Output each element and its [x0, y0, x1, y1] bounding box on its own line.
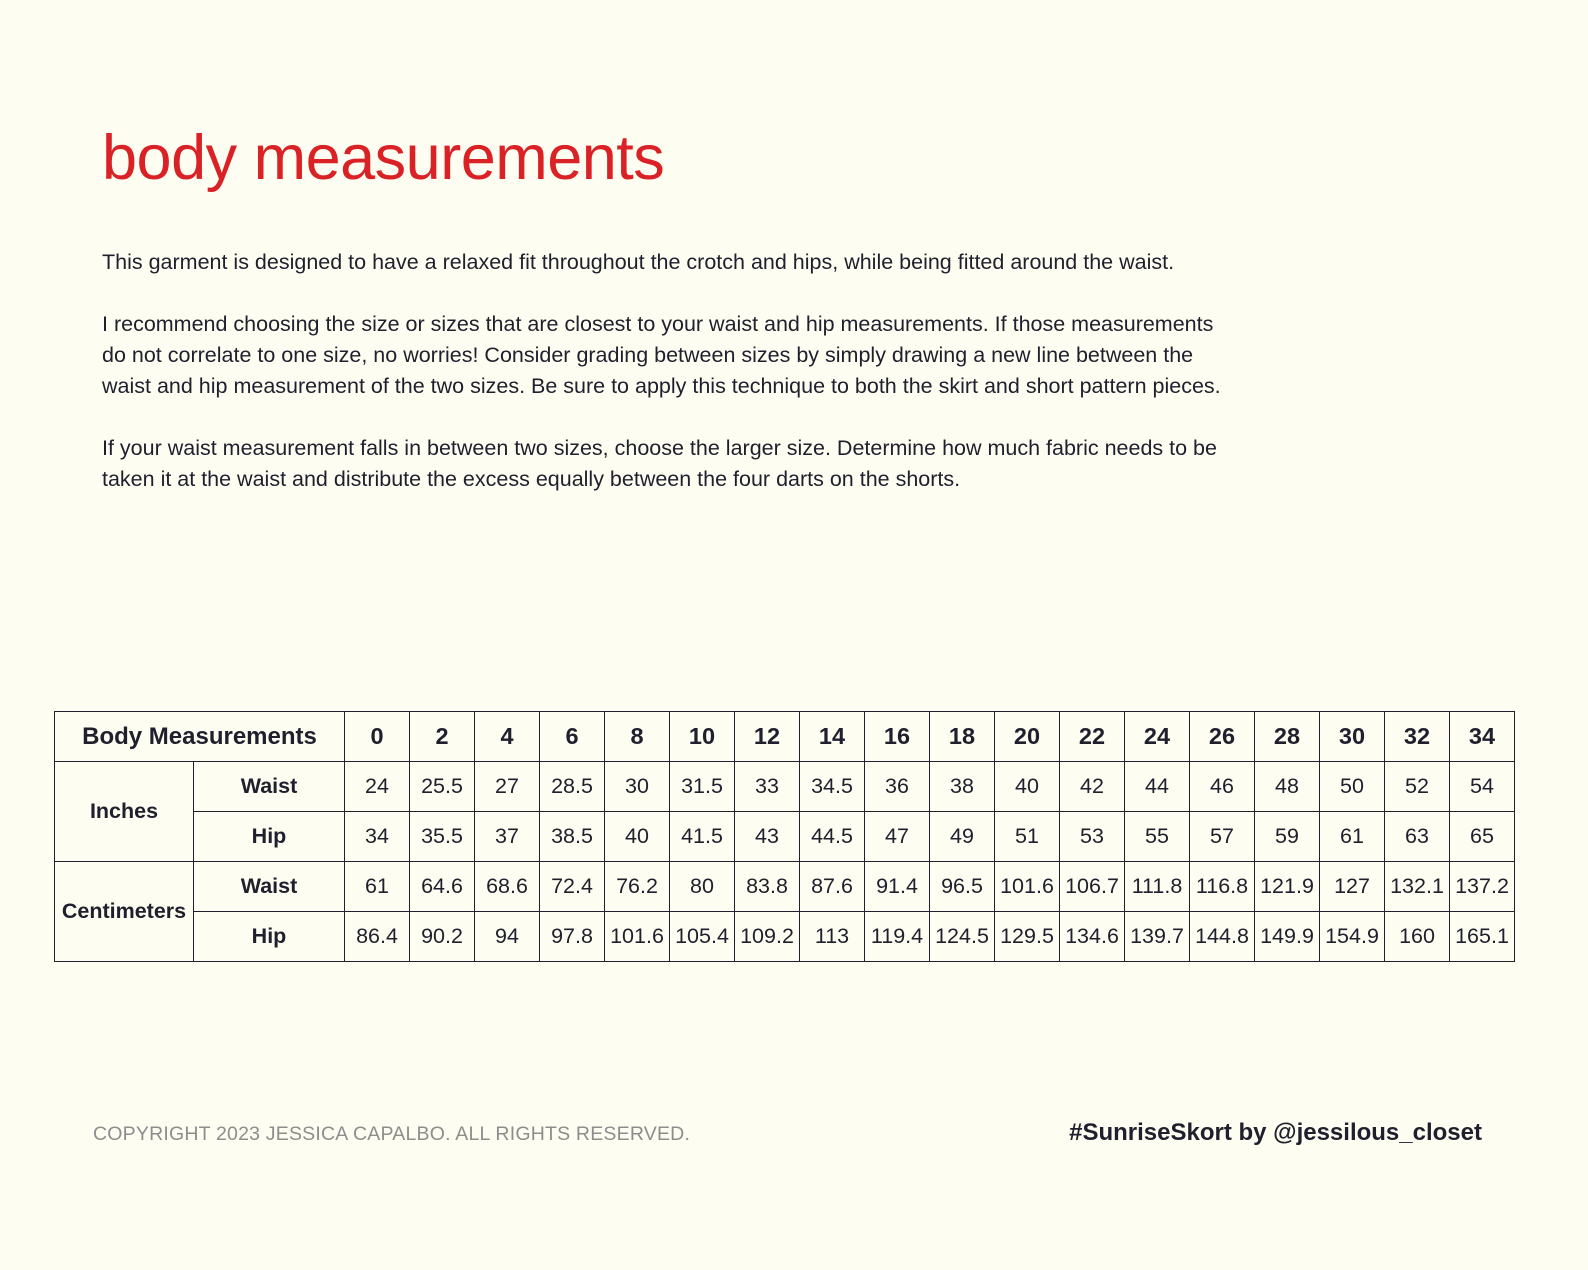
table-row — [55, 812, 1515, 862]
measurement-value: 44 — [1125, 762, 1190, 812]
measurement-value: 124.5 — [930, 912, 995, 962]
intro-paragraph: I recommend choosing the size or sizes that are closest to your waist and hip measurements. If those measurements do not correlate to one size, no worries! Consider grading between sizes by simply drawing a new line between the waist and hip measurement of the two sizes. Be sure to apply this technique to both the skirt and short pattern pieces. — [102, 312, 1221, 398]
measurement-value: 63 — [1385, 812, 1450, 862]
measurement-value: 160 — [1385, 912, 1450, 962]
size-header-cell: 30 — [1320, 712, 1385, 762]
measurement-value: 119.4 — [865, 912, 930, 962]
measurement-value: 57 — [1190, 812, 1255, 862]
measurement-value: 28.5 — [540, 762, 605, 812]
measurement-value: 113 — [800, 912, 865, 962]
table-row — [55, 862, 1515, 912]
measurement-value: 137.2 — [1450, 862, 1515, 912]
measurement-label: Waist — [194, 762, 345, 812]
measurement-value: 50 — [1320, 762, 1385, 812]
size-header-cell: 28 — [1255, 712, 1320, 762]
size-header-cell: 12 — [735, 712, 800, 762]
table-corner-label: Body Measurements — [55, 712, 345, 762]
measurement-value: 97.8 — [540, 912, 605, 962]
measurement-value: 46 — [1190, 762, 1255, 812]
measurement-value: 47 — [865, 812, 930, 862]
measurement-value: 129.5 — [995, 912, 1060, 962]
measurement-value: 91.4 — [865, 862, 930, 912]
measurement-value: 38.5 — [540, 812, 605, 862]
measurement-value: 34.5 — [800, 762, 865, 812]
measurement-value: 116.8 — [1190, 862, 1255, 912]
measurement-value: 132.1 — [1385, 862, 1450, 912]
measurement-value: 54 — [1450, 762, 1515, 812]
measurement-value: 51 — [995, 812, 1060, 862]
measurement-value: 101.6 — [605, 912, 670, 962]
measurement-value: 59 — [1255, 812, 1320, 862]
measurement-value: 25.5 — [410, 762, 475, 812]
measurement-value: 65 — [1450, 812, 1515, 862]
measurement-value: 44.5 — [800, 812, 865, 862]
size-header-cell: 20 — [995, 712, 1060, 762]
measurement-value: 80 — [670, 862, 735, 912]
measurement-value: 49 — [930, 812, 995, 862]
measurement-value: 52 — [1385, 762, 1450, 812]
size-header-cell: 2 — [410, 712, 475, 762]
measurement-label: Hip — [194, 912, 345, 962]
measurement-value: 31.5 — [670, 762, 735, 812]
measurement-value: 90.2 — [410, 912, 475, 962]
measurement-value: 94 — [475, 912, 540, 962]
size-header-row — [55, 712, 1515, 762]
measurement-label: Waist — [194, 862, 345, 912]
unit-label: Inches — [55, 762, 194, 862]
size-header-cell: 34 — [1450, 712, 1515, 762]
measurement-value: 109.2 — [735, 912, 800, 962]
table-row — [55, 762, 1515, 812]
page-title: body measurements — [102, 123, 665, 193]
measurement-value: 111.8 — [1125, 862, 1190, 912]
copyright-notice: COPYRIGHT 2023 JESSICA CAPALBO. ALL RIGHTS RESERVED. — [93, 1123, 691, 1145]
measurement-value: 121.9 — [1255, 862, 1320, 912]
measurement-value: 105.4 — [670, 912, 735, 962]
size-header-cell: 26 — [1190, 712, 1255, 762]
measurement-value: 43 — [735, 812, 800, 862]
measurement-value: 35.5 — [410, 812, 475, 862]
measurement-value: 42 — [1060, 762, 1125, 812]
pattern-tagline: #SunriseSkort by @jessilous_closet — [1069, 1119, 1482, 1146]
measurement-value: 101.6 — [995, 862, 1060, 912]
measurement-value: 40 — [995, 762, 1060, 812]
measurement-value: 83.8 — [735, 862, 800, 912]
measurement-value: 68.6 — [475, 862, 540, 912]
measurement-value: 96.5 — [930, 862, 995, 912]
measurement-value: 76.2 — [605, 862, 670, 912]
measurement-label: Hip — [194, 812, 345, 862]
measurement-value: 106.7 — [1060, 862, 1125, 912]
size-header-cell: 0 — [345, 712, 410, 762]
measurement-value: 87.6 — [800, 862, 865, 912]
intro-text — [102, 247, 1222, 526]
size-header-cell: 16 — [865, 712, 930, 762]
intro-paragraph: If your waist measurement falls in between two sizes, choose the larger size. Determine how much fabric needs to be taken it at the waist and distribute the excess equally between the four darts on the shorts. — [102, 436, 1217, 491]
measurement-value: 40 — [605, 812, 670, 862]
measurement-value: 165.1 — [1450, 912, 1515, 962]
size-header-cell: 4 — [475, 712, 540, 762]
measurement-value: 134.6 — [1060, 912, 1125, 962]
measurement-value: 27 — [475, 762, 540, 812]
measurement-value: 72.4 — [540, 862, 605, 912]
size-header-cell: 18 — [930, 712, 995, 762]
intro-paragraph: This garment is designed to have a relaxed fit throughout the crotch and hips, while being fitted around the waist. — [102, 250, 1175, 274]
unit-label: Centimeters — [55, 862, 194, 962]
measurement-value: 37 — [475, 812, 540, 862]
measurement-value: 127 — [1320, 862, 1385, 912]
measurement-value: 64.6 — [410, 862, 475, 912]
size-header-cell: 6 — [540, 712, 605, 762]
measurement-value: 30 — [605, 762, 670, 812]
size-header-cell: 32 — [1385, 712, 1450, 762]
table-row — [55, 912, 1515, 962]
measurement-value: 139.7 — [1125, 912, 1190, 962]
size-header-cell: 14 — [800, 712, 865, 762]
measurement-value: 149.9 — [1255, 912, 1320, 962]
size-chart-table — [54, 711, 1515, 962]
measurement-value: 34 — [345, 812, 410, 862]
measurement-value: 33 — [735, 762, 800, 812]
measurement-value: 24 — [345, 762, 410, 812]
measurement-value: 144.8 — [1190, 912, 1255, 962]
size-header-cell: 22 — [1060, 712, 1125, 762]
measurement-value: 55 — [1125, 812, 1190, 862]
measurement-value: 36 — [865, 762, 930, 812]
measurement-value: 61 — [1320, 812, 1385, 862]
measurement-value: 154.9 — [1320, 912, 1385, 962]
measurement-value: 48 — [1255, 762, 1320, 812]
size-header-cell: 8 — [605, 712, 670, 762]
measurement-value: 38 — [930, 762, 995, 812]
measurement-value: 86.4 — [345, 912, 410, 962]
size-header-cell: 10 — [670, 712, 735, 762]
size-header-cell: 24 — [1125, 712, 1190, 762]
measurement-value: 53 — [1060, 812, 1125, 862]
measurement-value: 61 — [345, 862, 410, 912]
measurement-value: 41.5 — [670, 812, 735, 862]
